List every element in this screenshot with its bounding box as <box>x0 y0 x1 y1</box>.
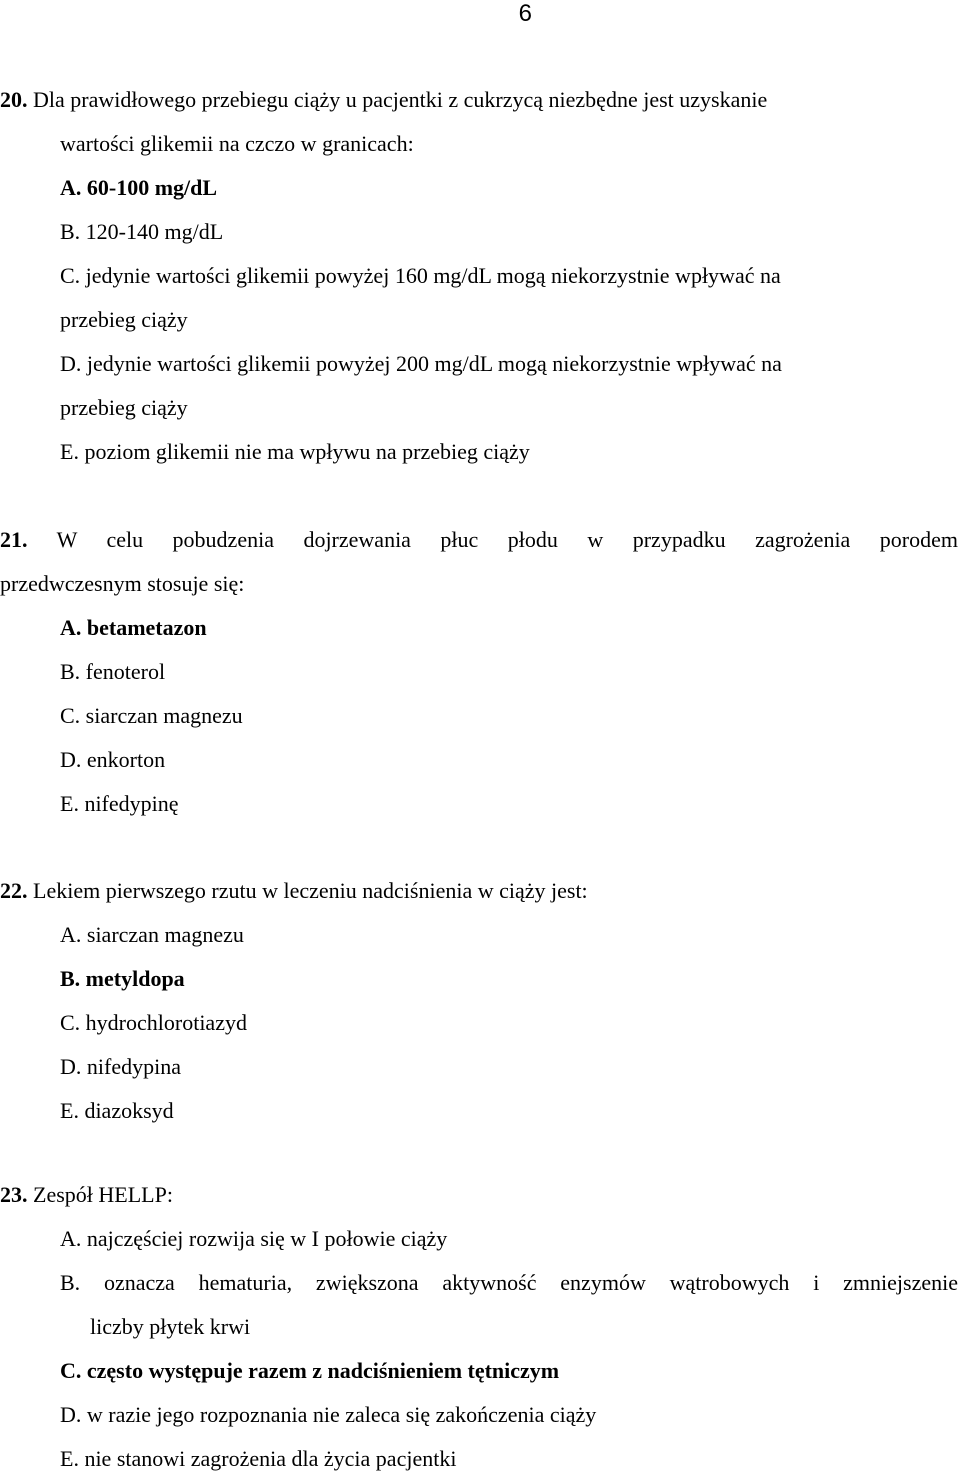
option-b-continued: liczby płytek krwi <box>90 1314 251 1339</box>
option-b: B. metyldopa <box>60 966 185 991</box>
option-a: A. siarczan magnezu <box>60 922 244 947</box>
option-c: C. jedynie wartości glikemii powyżej 160 mg/dL mogą niekorzystnie wpływać na <box>60 263 781 288</box>
option-a: A. 60-100 mg/dL <box>60 175 218 200</box>
question-stem <box>0 877 588 905</box>
question-text: Lekiem pierwszego rzutu w leczeniu nadciśnienia w ciąży jest: <box>33 878 588 903</box>
question-text-continued: przedwczesnym stosuje się: <box>0 571 245 596</box>
question-text-continued: wartości glikemii na czczo w granicach: <box>60 131 414 156</box>
option-c: C. hydrochlorotiazyd <box>60 1010 247 1035</box>
question-text: Zespół HELLP: <box>33 1182 173 1207</box>
option-d: D. enkorton <box>60 747 166 772</box>
question-stem <box>0 526 958 554</box>
option-a: A. najczęściej rozwija się w I połowie ciąży <box>60 1226 448 1251</box>
question-number: 20. <box>0 87 28 112</box>
option-d: D. jedynie wartości glikemii powyżej 200 mg/dL mogą niekorzystnie wpływać na <box>60 351 782 376</box>
option-b: B. fenoterol <box>60 659 166 684</box>
option-e: E. nie stanowi zagrożenia dla życia pacjentki <box>60 1446 457 1471</box>
option-d: D. w razie jego rozpoznania nie zaleca się zakończenia ciąży <box>60 1402 597 1427</box>
option-c-continued: przebieg ciąży <box>60 307 188 332</box>
option-a: A. betametazon <box>60 615 207 640</box>
option-e: E. diazoksyd <box>60 1098 174 1123</box>
option-b: B. oznacza hematuria, zwiększona aktywność enzymów wątrobowych i zmniejszenie <box>60 1270 958 1295</box>
question-text: W celu pobudzenia dojrzewania płuc płodu w przypadku zagrożenia porodem <box>56 527 959 552</box>
question-stem <box>0 1181 173 1209</box>
question-stem <box>0 86 767 114</box>
option-e: E. nifedypinę <box>60 791 179 816</box>
option-c: C. często występuje razem z nadciśnieniem tętniczym <box>60 1358 560 1383</box>
option-b: B. 120-140 mg/dL <box>60 219 224 244</box>
option-d-continued: przebieg ciąży <box>60 395 188 420</box>
page-number: 6 <box>518 0 532 27</box>
question-number: 23. <box>0 1182 28 1207</box>
option-c: C. siarczan magnezu <box>60 703 243 728</box>
question-text: Dla prawidłowego przebiegu ciąży u pacjentki z cukrzycą niezbędne jest uzyskanie <box>33 87 768 112</box>
option-e: E. poziom glikemii nie ma wpływu na przebieg ciąży <box>60 439 530 464</box>
question-number: 22. <box>0 878 28 903</box>
question-number: 21. <box>0 527 28 552</box>
option-d: D. nifedypina <box>60 1054 181 1079</box>
